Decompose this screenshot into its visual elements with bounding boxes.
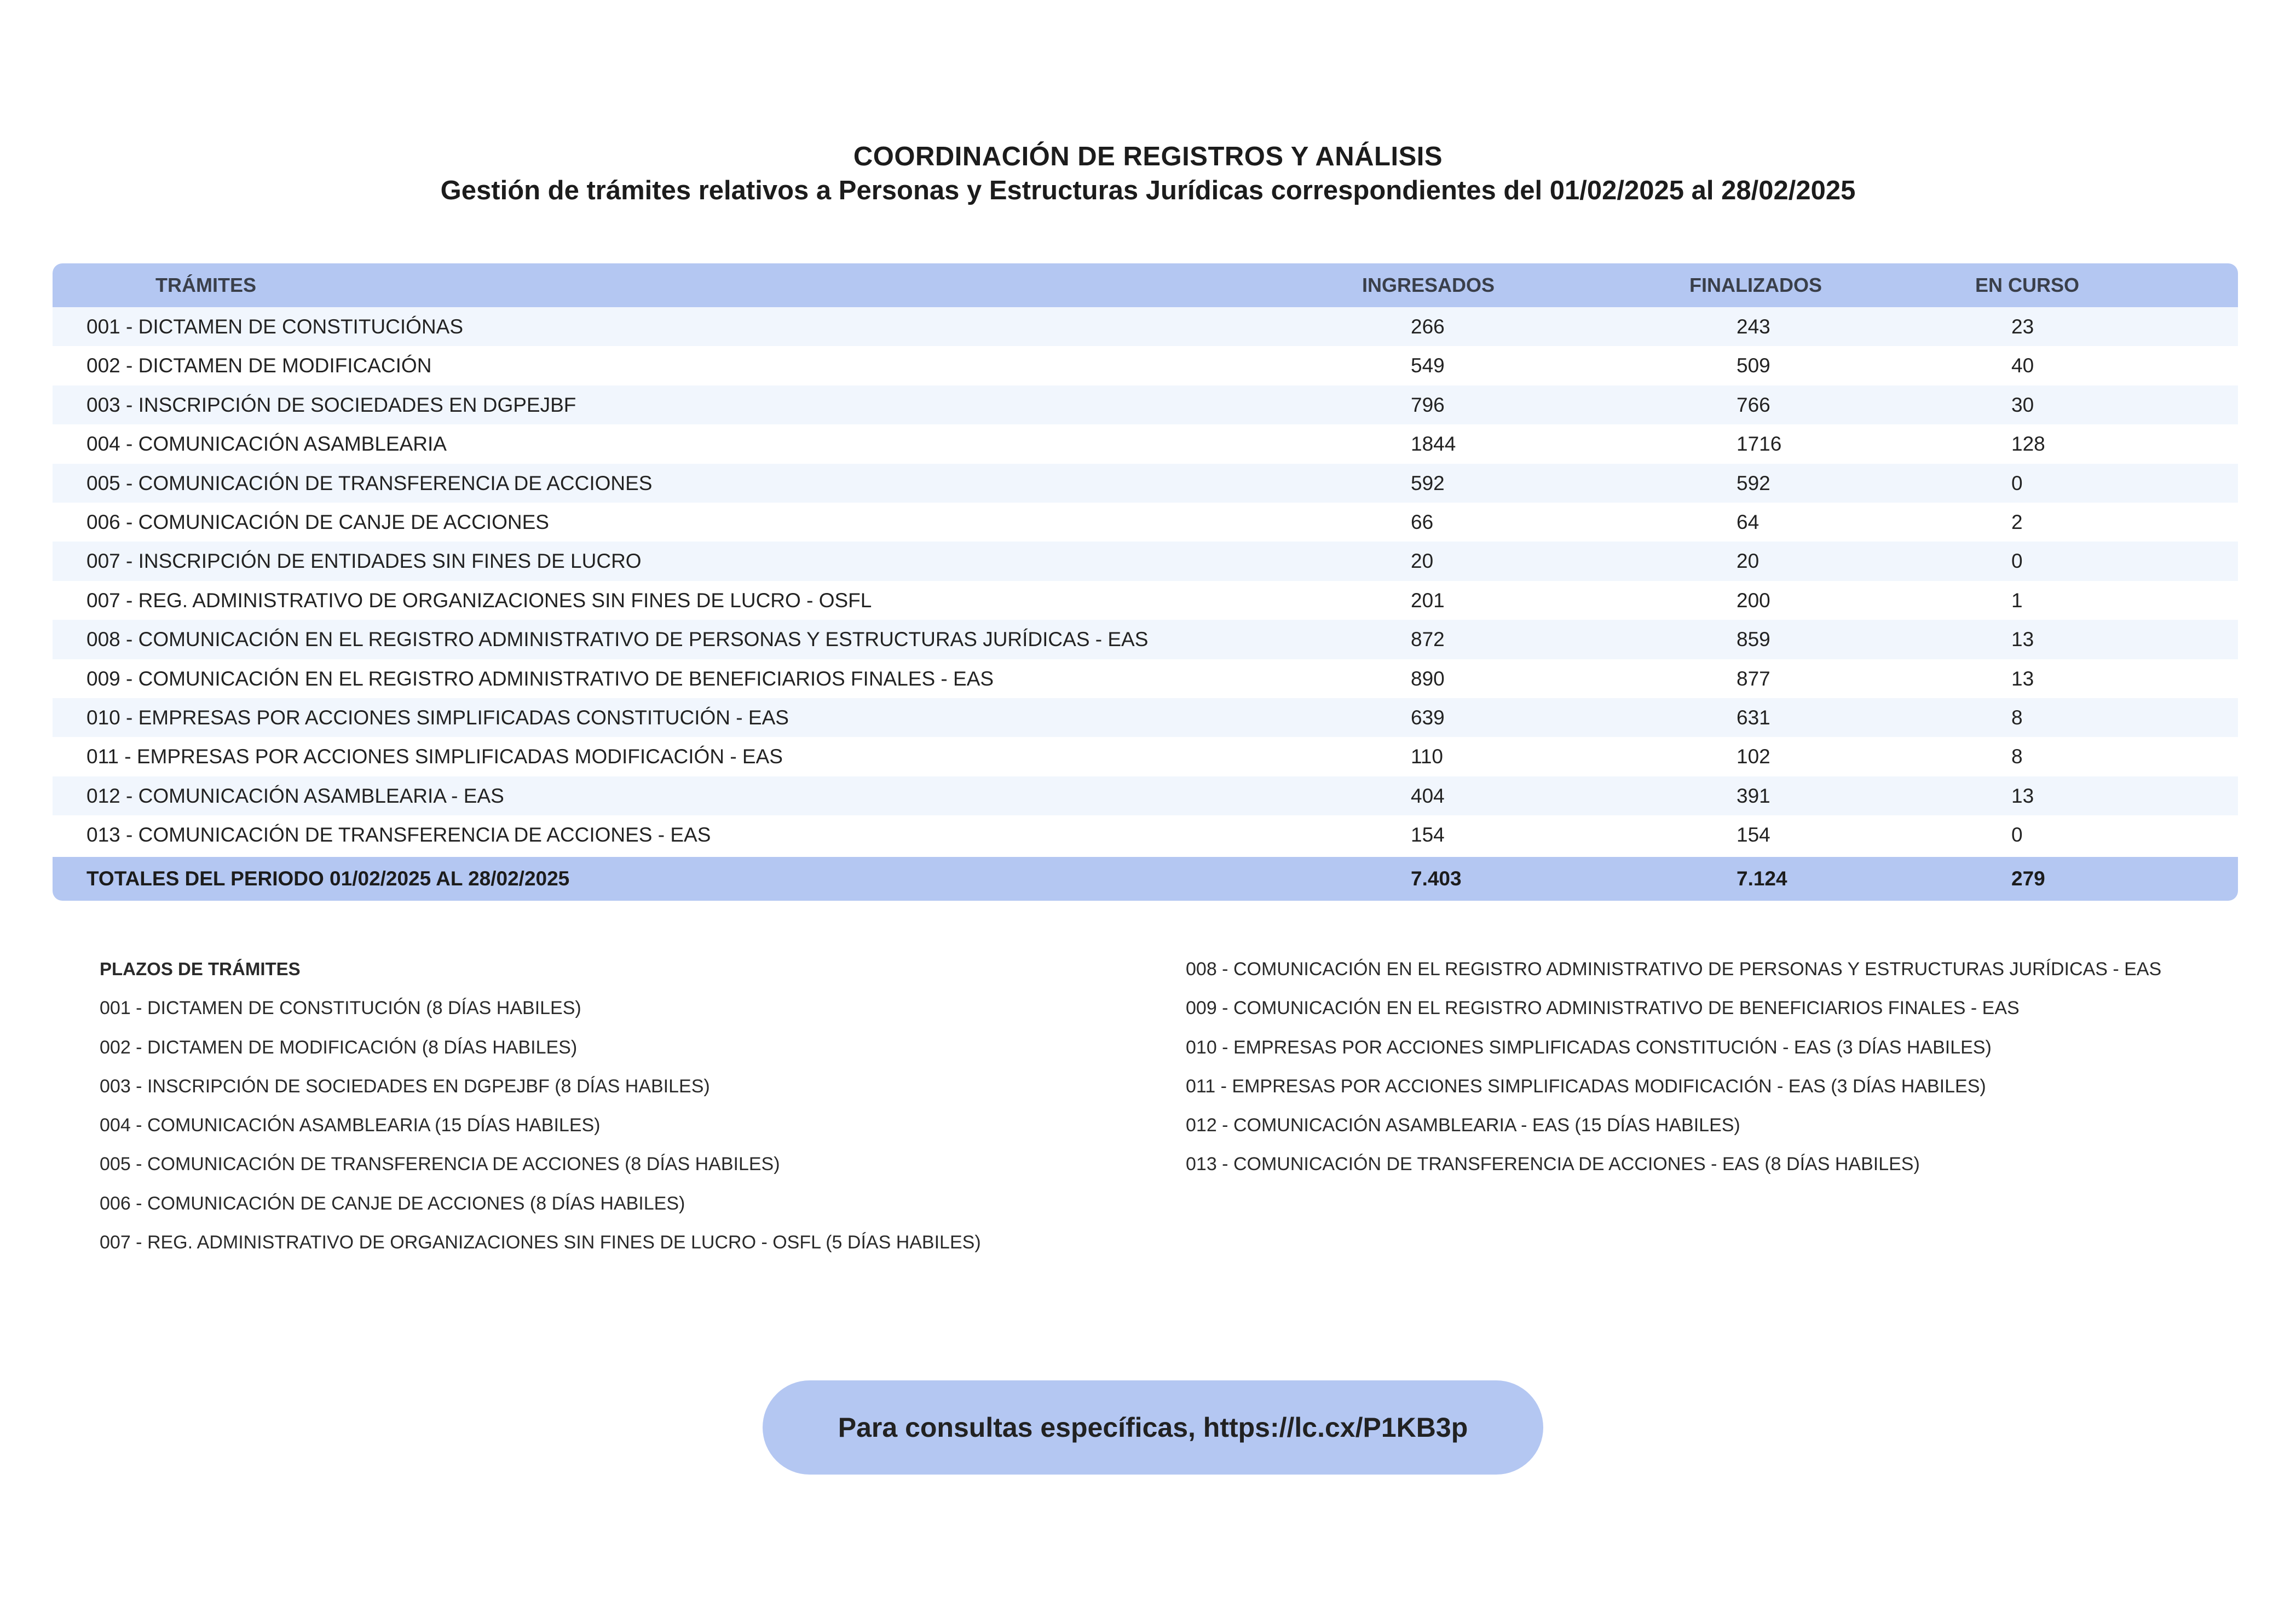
column-header-en-curso: EN CURSO [1975, 274, 2080, 296]
en-curso-cell: 8 [2011, 745, 2023, 768]
tramite-name: 007 - INSCRIPCIÓN DE ENTIDADES SIN FINES DE LUCRO [86, 550, 642, 573]
en-curso-cell: 23 [2011, 315, 2034, 338]
totals-label: TOTALES DEL PERIODO 01/02/2025 AL 28/02/2025 [86, 867, 570, 890]
tramite-name: 001 - DICTAMEN DE CONSTITUCIÓNAS [86, 315, 464, 338]
ingresados-cell: 20 [1411, 550, 1434, 573]
plazo-item: 009 - COMUNICACIÓN EN EL REGISTRO ADMINISTRATIVO DE BENEFICIARIOS FINALES - EAS [1186, 998, 2020, 1019]
en-curso-cell: 30 [2011, 393, 2034, 416]
totals-en-curso: 279 [2011, 867, 2045, 890]
ingresados-cell: 201 [1411, 589, 1445, 612]
report-header [0, 140, 2296, 208]
column-header-tramites: TRÁMITES [155, 274, 256, 296]
plazo-item: 005 - COMUNICACIÓN DE TRANSFERENCIA DE ACCIONES (8 DÍAS HABILES) [100, 1154, 780, 1175]
tramite-name: 007 - REG. ADMINISTRATIVO DE ORGANIZACIONES SIN FINES DE LUCRO - OSFL [86, 589, 872, 612]
en-curso-cell: 8 [2011, 706, 2023, 729]
column-header-finalizados: FINALIZADOS [1689, 274, 1822, 296]
tramite-name: 004 - COMUNICACIÓN ASAMBLEARIA [86, 433, 447, 456]
ingresados-cell: 796 [1411, 393, 1445, 416]
ingresados-cell: 66 [1411, 510, 1434, 533]
table-totals-row [53, 857, 2238, 901]
finalizados-cell: 509 [1737, 354, 1770, 377]
table-row [53, 776, 2238, 815]
ingresados-cell: 1844 [1411, 433, 1456, 456]
tramite-name: 003 - INSCRIPCIÓN DE SOCIEDADES EN DGPEJBF [86, 393, 576, 416]
en-curso-cell: 13 [2011, 784, 2034, 807]
plazo-item: 012 - COMUNICACIÓN ASAMBLEARIA - EAS (15 DÍAS HABILES) [1186, 1115, 1740, 1136]
en-curso-cell: 40 [2011, 354, 2034, 377]
ingresados-cell: 110 [1411, 745, 1443, 768]
plazos-heading: PLAZOS DE TRÁMITES [100, 959, 301, 979]
ingresados-cell: 266 [1411, 315, 1445, 338]
finalizados-cell: 631 [1737, 706, 1770, 729]
ingresados-cell: 549 [1411, 354, 1445, 377]
finalizados-cell: 391 [1737, 784, 1770, 807]
finalizados-cell: 200 [1737, 589, 1770, 612]
tramite-name: 005 - COMUNICACIÓN DE TRANSFERENCIA DE ACCIONES [86, 471, 653, 494]
plazo-item: 007 - REG. ADMINISTRATIVO DE ORGANIZACIONES SIN FINES DE LUCRO - OSFL (5 DÍAS HABILES) [100, 1232, 981, 1253]
finalizados-cell: 20 [1737, 550, 1760, 573]
finalizados-cell: 102 [1737, 745, 1770, 768]
plazo-item: 010 - EMPRESAS POR ACCIONES SIMPLIFICADAS CONSTITUCIÓN - EAS (3 DÍAS HABILES) [1186, 1037, 1992, 1058]
plazo-item: 006 - COMUNICACIÓN DE CANJE DE ACCIONES (8 DÍAS HABILES) [100, 1193, 685, 1214]
table-row [53, 424, 2238, 463]
finalizados-cell: 64 [1737, 510, 1760, 533]
table-row [53, 698, 2238, 737]
tramite-name: 010 - EMPRESAS POR ACCIONES SIMPLIFICADAS CONSTITUCIÓN - EAS [86, 706, 789, 729]
table-row [53, 385, 2238, 424]
tramite-name: 009 - COMUNICACIÓN EN EL REGISTRO ADMINISTRATIVO DE BENEFICIARIOS FINALES - EAS [86, 667, 994, 690]
ingresados-cell: 872 [1411, 628, 1445, 651]
ingresados-cell: 592 [1411, 471, 1445, 494]
table-row [53, 346, 2238, 385]
table-header [53, 263, 2238, 307]
table-row [53, 307, 2238, 346]
finalizados-cell: 859 [1737, 628, 1770, 651]
plazo-item: 003 - INSCRIPCIÓN DE SOCIEDADES EN DGPEJBF (8 DÍAS HABILES) [100, 1075, 710, 1097]
tramite-name: 006 - COMUNICACIÓN DE CANJE DE ACCIONES [86, 510, 549, 533]
en-curso-cell: 13 [2011, 667, 2034, 690]
plazos-left-list [100, 994, 981, 1268]
consultas-banner: Para consultas específicas, https://lc.cx/P1KB3p [763, 1380, 1543, 1475]
finalizados-cell: 154 [1737, 824, 1770, 847]
plazo-item: 013 - COMUNICACIÓN DE TRANSFERENCIA DE ACCIONES - EAS (8 DÍAS HABILES) [1186, 1154, 1920, 1175]
table-row [53, 620, 2238, 659]
ingresados-cell: 639 [1411, 706, 1445, 729]
ingresados-cell: 404 [1411, 784, 1445, 807]
plazos-right-column [1186, 955, 2161, 1190]
en-curso-cell: 1 [2011, 589, 2023, 612]
tramites-table [53, 263, 2238, 901]
plazos-left-column [100, 955, 981, 1268]
table-row [53, 815, 2238, 854]
plazo-item: 001 - DICTAMEN DE CONSTITUCIÓN (8 DÍAS HABILES) [100, 998, 581, 1019]
finalizados-cell: 766 [1737, 393, 1770, 416]
column-header-ingresados: INGRESADOS [1362, 274, 1495, 296]
ingresados-cell: 890 [1411, 667, 1445, 690]
table-row [53, 581, 2238, 620]
page-title: COORDINACIÓN DE REGISTROS Y ANÁLISIS [853, 142, 1443, 171]
page-subtitle: Gestión de trámites relativos a Personas y Estructuras Jurídicas correspondientes del 01/02/2025 al 28/02/2025 [440, 176, 1856, 205]
en-curso-cell: 2 [2011, 510, 2023, 533]
en-curso-cell: 0 [2011, 824, 2023, 847]
plazo-item: 008 - COMUNICACIÓN EN EL REGISTRO ADMINISTRATIVO DE PERSONAS Y ESTRUCTURAS JURÍDICAS - EAS [1186, 959, 2162, 980]
tramite-name: 011 - EMPRESAS POR ACCIONES SIMPLIFICADAS MODIFICACIÓN - EAS [86, 745, 783, 768]
totals-ingresados: 7.403 [1411, 867, 1462, 890]
finalizados-cell: 592 [1737, 471, 1770, 494]
finalizados-cell: 243 [1737, 315, 1770, 338]
tramite-name: 008 - COMUNICACIÓN EN EL REGISTRO ADMINISTRATIVO DE PERSONAS Y ESTRUCTURAS JURÍDICAS - EAS [86, 628, 1149, 651]
en-curso-cell: 0 [2011, 550, 2023, 573]
tramite-name: 002 - DICTAMEN DE MODIFICACIÓN [86, 354, 432, 377]
totals-finalizados: 7.124 [1737, 867, 1787, 890]
finalizados-cell: 877 [1737, 667, 1770, 690]
plazo-item: 002 - DICTAMEN DE MODIFICACIÓN (8 DÍAS HABILES) [100, 1037, 578, 1058]
ingresados-cell: 154 [1411, 824, 1445, 847]
en-curso-cell: 13 [2011, 628, 2034, 651]
table-row [53, 737, 2238, 776]
tramite-name: 013 - COMUNICACIÓN DE TRANSFERENCIA DE ACCIONES - EAS [86, 824, 711, 847]
plazo-item: 011 - EMPRESAS POR ACCIONES SIMPLIFICADAS MODIFICACIÓN - EAS (3 DÍAS HABILES) [1186, 1075, 1986, 1097]
table-row [53, 464, 2238, 503]
en-curso-cell: 0 [2011, 471, 2023, 494]
plazos-right-list [1186, 955, 2161, 1190]
plazo-item: 004 - COMUNICACIÓN ASAMBLEARIA (15 DÍAS HABILES) [100, 1115, 601, 1136]
table-body [53, 307, 2238, 854]
table-row [53, 659, 2238, 698]
en-curso-cell: 128 [2011, 433, 2045, 456]
finalizados-cell: 1716 [1737, 433, 1782, 456]
tramite-name: 012 - COMUNICACIÓN ASAMBLEARIA - EAS [86, 784, 504, 807]
table-row [53, 542, 2238, 580]
table-row [53, 503, 2238, 542]
